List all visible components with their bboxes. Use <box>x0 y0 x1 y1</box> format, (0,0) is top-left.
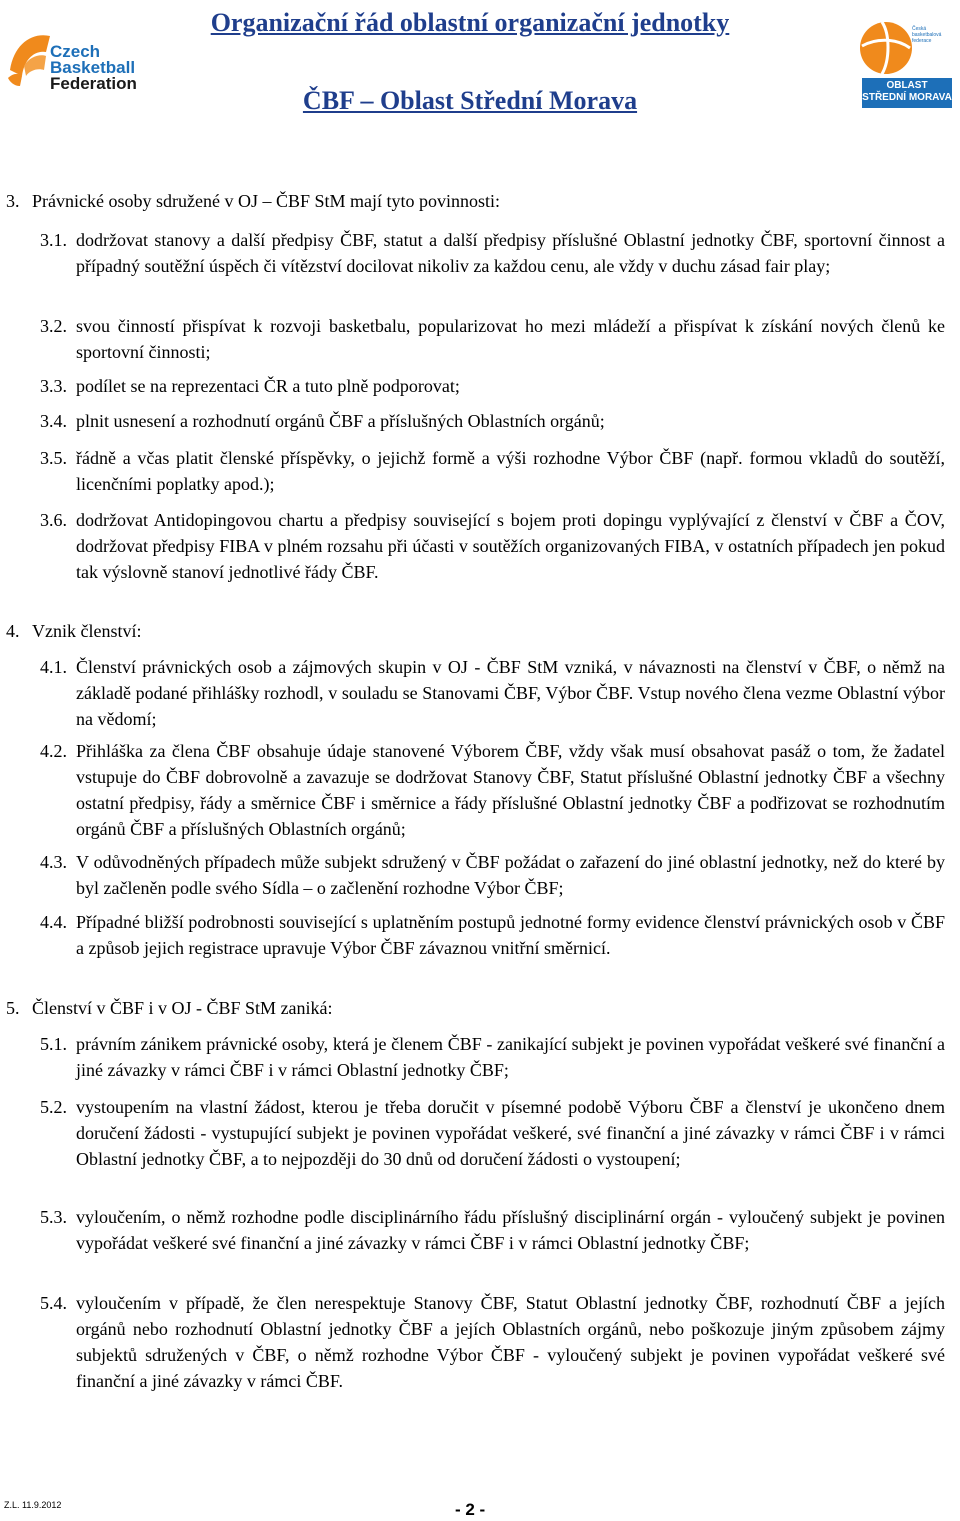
list-item: 4.3. V odůvodněných případech může subjekt sdružený v ČBF požádat o zařazení do jiné oblastní jednotky, než do které by byl začleněn podle svého Sídla – o začlenění rozhodne Výbor ČBF; <box>40 852 945 898</box>
list-item: 3.5. řádně a včas platit členské příspěvky, o jejichž formě a výši rozhodne Výbor ČBF (např. formou vkladů do soutěží, licenčními poplatky apod.); <box>40 448 945 494</box>
document-subtitle: ČBF – Oblast Střední Morava <box>302 86 638 115</box>
section-heading: 5. Členství v ČBF i v OJ - ČBF StM zaniká: <box>6 998 333 1018</box>
list-item: 5.2. vystoupením na vlastní žádost, kterou je třeba doručit v písemné podobě Výboru ČBF a členství je ukončeno dnem doručení žádosti - vystupující subjekt je povinen vypořádat veškeré, své finanční a jiné závazky v rámci ČBF i v rámci Oblastní jednotky ČBF, a to nejpozději do 30 dnů od doručení žádosti o vystoupení; <box>40 1097 945 1169</box>
footer-date: Z.L. 11.9.2012 <box>4 1500 62 1510</box>
list-item: 4.2. Přihláška za člena ČBF obsahuje údaje stanovené Výborem ČBF, vždy však musí obsahovat pasáž o tom, že žadatel vstupuje do ČBF dobrovolně a zavazuje se dodržovat Stanovy ČBF, Statut příslušné Oblastní jednotky ČBF a všechny ostatní předpisy, řády a směrnice ČBF i směrnice a řády příslušné Oblastní jednotky ČBF a podřizovat se rozhodnutím orgánů ČBF a příslušných Oblastních orgánů; <box>40 741 945 839</box>
list-item: 5.4. vyloučením v případě, že člen nerespektuje Stanovy ČBF, Statut Oblastní jednotky ČBF, rozhodnutí ČBF a jejích orgánů nebo rozhodnutí Oblastní jednotky ČBF a jejích Oblastních orgánů, nebo poškozuje jiným způsobem zájmy subjektů sdružených v ČBF, o němž rozhodne Výbor ČBF - vyloučený subjekt je povinen vypořádat veškeré své finanční a jiné závazky v rámci ČBF. <box>40 1293 945 1391</box>
basketball-icon <box>860 22 912 74</box>
list-item: 5.1. právním zánikem právnické osoby, která je členem ČBF - zanikající subjekt je povinen vypořádat veškeré své finanční a jiné závazky v rámci ČBF i v rámci Oblastní jednotky ČBF; <box>40 1034 945 1080</box>
list-item: 4.4. Případné bližší podrobnosti související s uplatněním postupů jednotné formy evidence členství právnických osob v ČBF a způsob jejich registrace upravuje Výbor ČBF závaznou vnitřní směrnicí. <box>40 912 945 958</box>
page-number: - 2 - <box>455 1500 486 1519</box>
list-item: 4.1. Členství právnických osob a zájmových skupin v OJ - ČBF StM vzniká, v návaznosti na členství v ČBF, o němž na základě podané přihlášky rozhodl, v souladu se Stanovami ČBF, Výbor ČBF. Vstup nového člena vezme Oblastní výbor na vědomí; <box>40 657 945 729</box>
list-item: 5.3. vyloučením, o němž rozhodne podle disciplinárního řádu příslušný disciplinární orgán - vyloučený subjekt je povinen vypořádat veškeré své finanční a jiné závazky v rámci ČBF i v rámci Oblastní jednotky ČBF; <box>40 1207 945 1253</box>
document-title: Organizační řád oblastní organizační jednotky <box>210 8 730 37</box>
logo-line-czech: Czech <box>50 42 101 61</box>
list-item: 3.3. podílet se na reprezentaci ČR a tuto plně podporovat; <box>40 376 460 396</box>
logo-line-federation: Federation <box>50 74 137 93</box>
section-heading: 4. Vznik členství: <box>6 621 142 641</box>
list-item: 3.2. svou činností přispívat k rozvoji basketbalu, popularizovat ho mezi mládeží a přispívat k získání nových členů ke sportovní činnosti; <box>40 316 945 362</box>
oblast-logo-label: OBLAST STŘEDNÍ MORAVA <box>862 80 952 103</box>
list-item: 3.6. dodržovat Antidopingovou chartu a předpisy související s bojem proti dopingu vyplývající z členství v ČBF a ČOV, dodržovat předpisy FIBA v plném rozsahu při účasti v soutěžích organizovaných FIBA, v ostatních případech jen pokud tak výslovně stanoví jednotlivé řády ČBF. <box>40 510 945 582</box>
logo-line-basketball: Basketball <box>50 58 136 77</box>
list-item: 3.4. plnit usnesení a rozhodnutí orgánů ČBF a příslušných Oblastních orgánů; <box>40 411 605 431</box>
oblast-logo <box>860 8 956 110</box>
section-heading: 3. Právnické osoby sdružené v OJ – ČBF StM mají tyto povinnosti: <box>6 191 500 211</box>
oblast-logo-small-text: Česká basketbalová federace <box>912 26 942 44</box>
basketball-icon <box>6 30 54 88</box>
list-item: 3.1. dodržovat stanovy a další předpisy ČBF, statut a další předpisy příslušné Oblastní jednotky ČBF, sportovní činnost a případný soutěžní úspěch či vítězství docilovat nikoliv za každou cenu, ale vždy v duchu zásad fair play; <box>40 230 945 276</box>
